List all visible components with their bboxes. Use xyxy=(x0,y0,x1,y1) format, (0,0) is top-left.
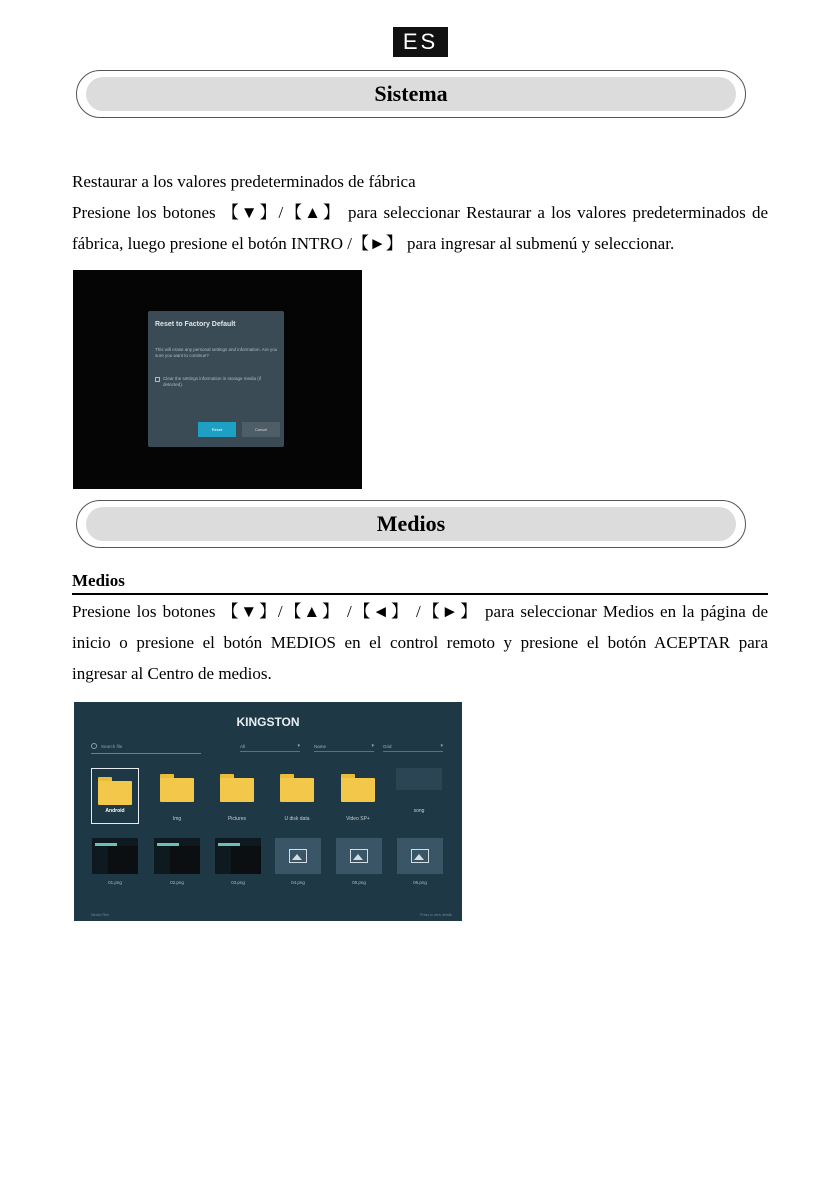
dialog-text: This will erase any personal settings and information. Are you sure you want to continue? xyxy=(155,347,278,358)
reset-heading: Restaurar a los valores predeterminados de fábrica xyxy=(72,172,416,191)
folder-label: Img xyxy=(172,816,182,822)
medios-line-2: inicio o presione el botón MEDIOS en el control remoto y presione el botón ACEPTAR para xyxy=(72,633,768,652)
folder-icon xyxy=(220,774,254,802)
reset-line-1: Presione los botones 【▼】/【▲】 para seleccionar Restaurar a los valores predeterminados de xyxy=(72,203,768,222)
factory-reset-screenshot xyxy=(73,270,362,489)
folder-label: Video SP+ xyxy=(346,816,370,822)
folder-tile[interactable] xyxy=(334,774,382,822)
folder-icon xyxy=(98,777,132,805)
search-placeholder: Search file xyxy=(101,743,123,749)
sort-dropdown[interactable] xyxy=(314,741,374,752)
medios-subheading: Medios xyxy=(72,571,768,595)
dialog-reset-button[interactable]: Reset xyxy=(198,422,236,437)
folder-icon xyxy=(280,774,314,802)
folder-tile[interactable] xyxy=(91,768,139,824)
dialog-cancel-button[interactable]: Cancel xyxy=(242,422,280,437)
media-search-input[interactable] xyxy=(91,739,201,754)
section-header-medios xyxy=(76,500,746,548)
language-badge: ES xyxy=(393,27,448,57)
audio-thumbnail xyxy=(396,768,442,790)
chevron-down-icon: ▾ xyxy=(440,743,443,749)
file-label: 05.png xyxy=(352,880,366,885)
image-icon xyxy=(411,849,429,863)
search-icon xyxy=(91,743,97,749)
image-thumbnail[interactable] xyxy=(92,838,138,874)
medios-line-3: ingresar al Centro de medios. xyxy=(72,664,272,683)
section-title-medios: Medios xyxy=(376,511,446,536)
folder-icon xyxy=(341,774,375,802)
chevron-down-icon: ▾ xyxy=(371,743,374,749)
sort-dropdown-value: Name xyxy=(314,743,327,749)
image-thumbnail[interactable] xyxy=(215,838,261,874)
media-footer-right: Press to view details xyxy=(420,913,452,917)
image-thumbnail[interactable] xyxy=(336,838,382,874)
reset-line-2: fábrica, luego presione el botón INTRO /【►】 para ingresar al submenú y seleccionar. xyxy=(72,234,675,253)
folder-tile[interactable] xyxy=(213,774,261,822)
image-icon xyxy=(289,849,307,863)
image-thumbnail[interactable] xyxy=(397,838,443,874)
file-label: 04.png xyxy=(291,880,305,885)
media-footer-left: Media Files xyxy=(91,913,109,917)
folder-icon xyxy=(160,774,194,802)
section-title-sistema: Sistema xyxy=(374,81,448,106)
view-dropdown[interactable] xyxy=(383,741,443,752)
filter-dropdown[interactable] xyxy=(240,741,300,752)
medios-paragraph xyxy=(72,596,768,689)
file-label: 02.png xyxy=(170,880,184,885)
media-center-screenshot xyxy=(74,702,462,921)
dialog-checkbox-label: Clear the settings information in storage media (if detected). xyxy=(163,376,262,387)
song-tile[interactable] xyxy=(395,768,443,814)
folder-label: Android xyxy=(105,808,125,814)
filter-dropdown-value: All xyxy=(240,743,246,749)
image-icon xyxy=(350,849,368,863)
file-label: 01.png xyxy=(108,880,122,885)
reset-dialog xyxy=(148,311,284,447)
folder-tile[interactable] xyxy=(273,774,321,822)
folder-label: U disk data xyxy=(284,816,310,822)
image-thumbnail[interactable] xyxy=(154,838,200,874)
image-thumbnail[interactable] xyxy=(275,838,321,874)
dialog-title: Reset to Factory Default xyxy=(155,321,236,328)
file-label: 03.png xyxy=(231,880,245,885)
dialog-checkbox[interactable] xyxy=(155,377,160,382)
view-dropdown-value: Grid xyxy=(383,743,392,749)
folder-tile[interactable] xyxy=(153,774,201,822)
reset-paragraph xyxy=(72,166,768,259)
media-center-title: KINGSTON xyxy=(236,715,300,729)
medios-line-1: Presione los botones 【▼】/【▲】 /【◄】 /【►】 para seleccionar Medios en la página de xyxy=(72,602,768,621)
section-header-sistema xyxy=(76,70,746,118)
chevron-down-icon: ▾ xyxy=(297,743,300,749)
song-label: song xyxy=(413,808,425,814)
file-label: 06.png xyxy=(413,880,427,885)
folder-label: Pictures xyxy=(227,816,247,822)
